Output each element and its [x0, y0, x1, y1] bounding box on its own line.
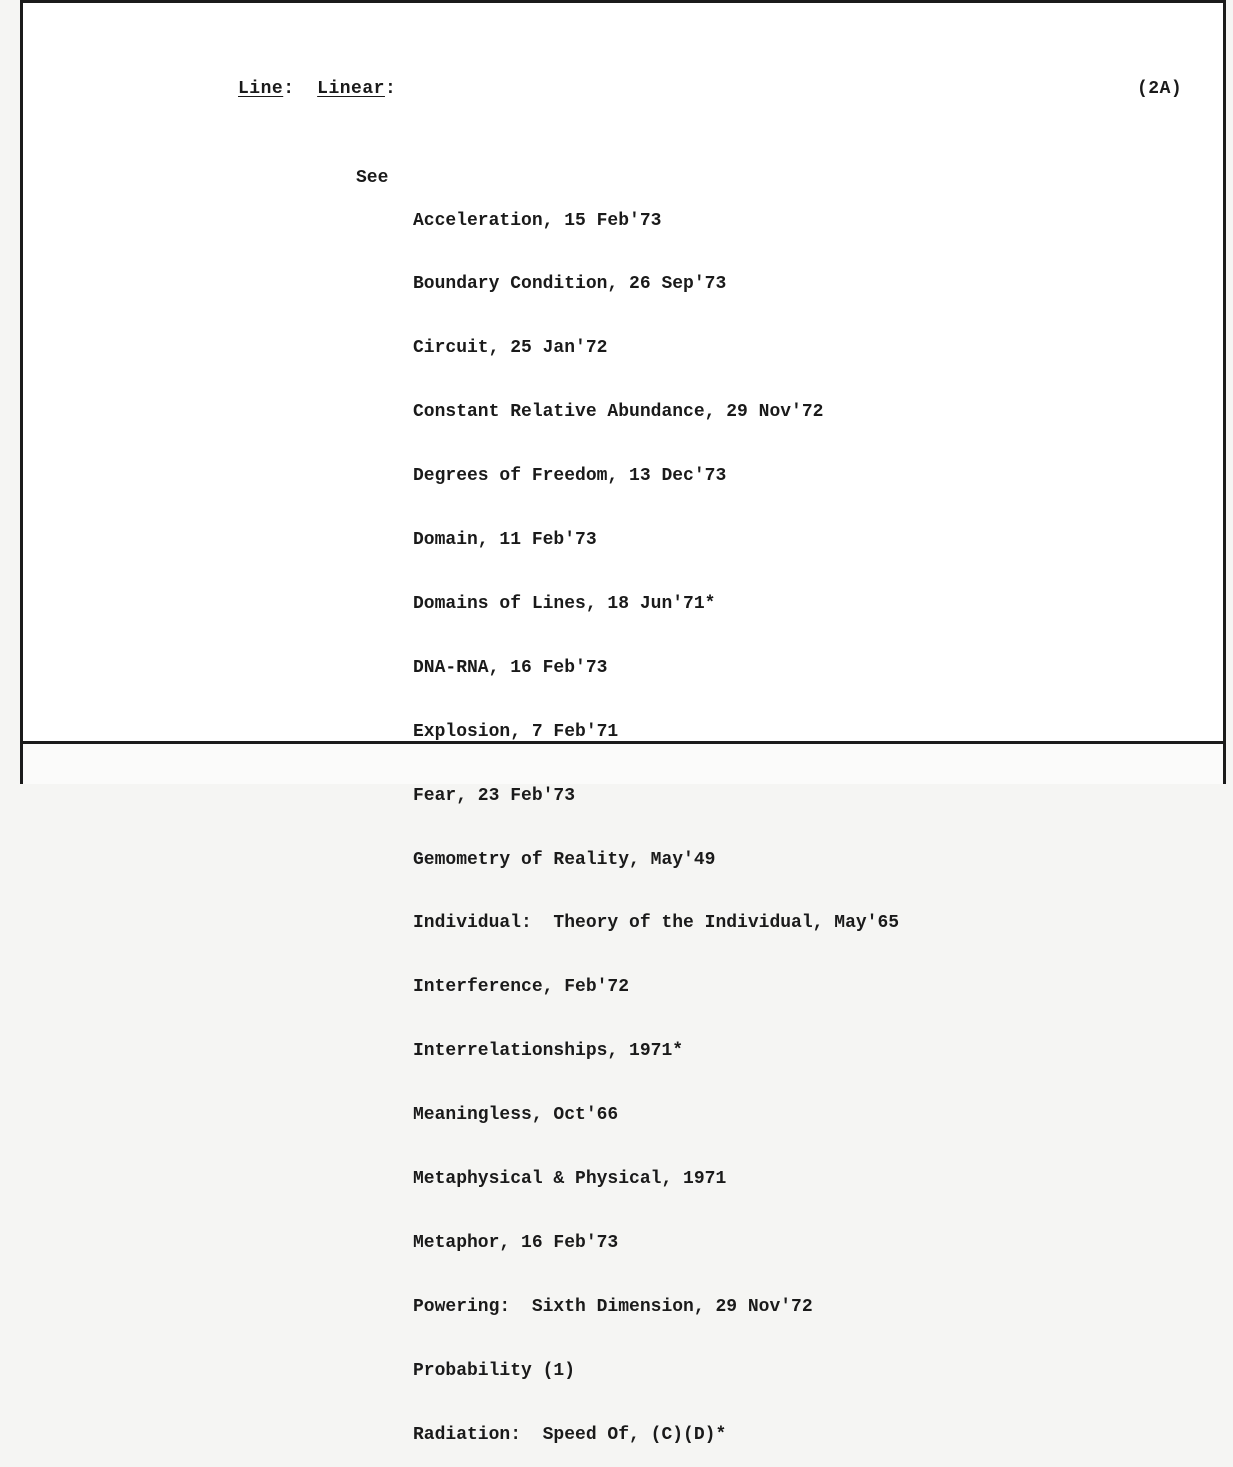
list-item: Radiation: Speed Of, (C)(D)*: [413, 1424, 727, 1445]
list-item: Domains of Lines, 18 Jun'71*: [413, 593, 716, 614]
list-item: Interrelationships, 1971*: [413, 1041, 684, 1062]
card-heading: [238, 79, 396, 99]
list-item: Boundary Condition, 26 Sep'73: [413, 274, 727, 295]
list-item: Probability (1): [413, 1360, 576, 1381]
list-item: Gemometry of Reality, May'49: [413, 849, 716, 870]
list-item: Fear, 23 Feb'73: [413, 785, 576, 806]
page-code: (2A): [1137, 79, 1183, 99]
list-item: Degrees of Freedom, 13 Dec'73: [413, 466, 727, 487]
list-item: Metaphysical & Physical, 1971: [413, 1168, 727, 1189]
list-item: Individual: Theory of the Individual, May'65: [413, 913, 900, 934]
list-item: Meaningless, Oct'66: [413, 1105, 619, 1126]
cross-reference-list: [413, 168, 899, 1467]
list-item: Acceleration, 15 Feb'73: [413, 210, 662, 231]
list-item: Constant Relative Abundance, 29 Nov'72: [413, 402, 824, 423]
list-item: Interference, Feb'72: [413, 977, 630, 998]
list-item: Circuit, 25 Jan'72: [413, 338, 608, 359]
heading-linear-label: Linear: [317, 79, 385, 99]
see-label: See: [356, 168, 389, 188]
list-item: DNA-RNA, 16 Feb'73: [413, 657, 608, 678]
list-item: Explosion, 7 Feb'71: [413, 721, 619, 742]
list-item: Metaphor, 16 Feb'73: [413, 1232, 619, 1253]
next-card-edge: [20, 744, 1226, 784]
list-item: Powering: Sixth Dimension, 29 Nov'72: [413, 1296, 813, 1317]
heading-separator: :: [384, 79, 397, 99]
list-item: Domain, 11 Feb'73: [413, 530, 597, 551]
heading-separator: :: [283, 79, 295, 99]
heading-line-label: Line: [238, 79, 284, 99]
